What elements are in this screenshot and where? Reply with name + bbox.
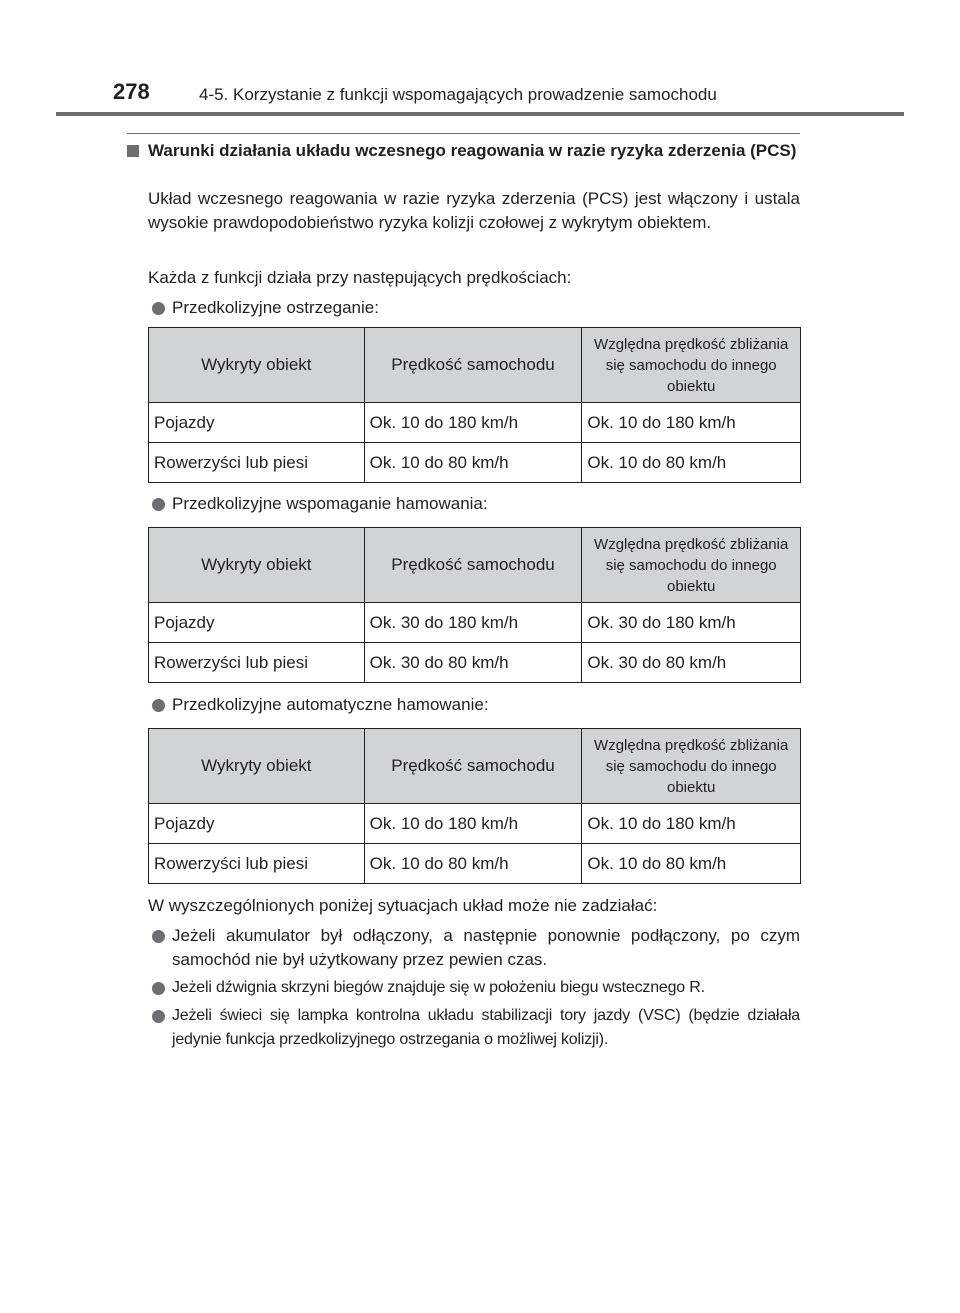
table-cell: Pojazdy [149,804,365,844]
table-cell: Ok. 30 do 180 km/h [582,603,801,643]
table-header-row [149,729,801,804]
exception-item-2 [148,976,800,1000]
table-cell: Ok. 30 do 80 km/h [582,643,801,683]
table-cell: Rowerzyści lub piesi [149,844,365,884]
table-cell: Rowerzyści lub piesi [149,443,365,483]
table-cell: Ok. 10 do 180 km/h [364,804,582,844]
table-cell: Ok. 10 do 80 km/h [364,844,582,884]
exception-text: Jeżeli dźwignia skrzyni biegów znajduje się w położeniu biegu wstecznego R. [172,979,705,996]
caption-text: Przedkolizyjne ostrzeganie: [172,298,379,317]
bullet-icon [152,498,165,511]
table-row [149,603,801,643]
table-row [149,844,801,884]
header-cell: Względna prędkość zbliżania się samochodu do innego obiektu [582,328,801,403]
bullet-icon [152,699,165,712]
speed-table-brake-assist [148,527,801,683]
intro-paragraph: Układ wczesnego reagowania w razie ryzyka zderzenia (PCS) jest włączony i ustala wysokie prawdopodobieństwo ryzyka kolizji czołowej z wykrytym obiektem. [148,189,800,232]
table-header-row [149,528,801,603]
section-title: Warunki działania układu wczesnego reagowania w razie ryzyka zderzenia (PCS) [148,141,797,160]
section-square-icon [127,145,139,157]
table-cell: Ok. 10 do 80 km/h [364,443,582,483]
table-cell: Pojazdy [149,403,365,443]
table-header-row [149,328,801,403]
table-row [149,804,801,844]
table-row [149,643,801,683]
bullet-icon [152,982,165,995]
exception-text: Jeżeli akumulator był odłączony, a następnie ponownie podłączony, po czym samochód nie był użytkowany przez pewien czas. [172,926,800,969]
header-cell: Względna prędkość zbliżania się samochodu do innego obiektu [582,729,801,804]
header-rule [56,112,904,116]
table-cell: Ok. 30 do 180 km/h [364,603,582,643]
table-cell: Ok. 10 do 180 km/h [582,403,801,443]
speeds-intro: Każda z funkcji działa przy następujących prędkościach: [148,268,572,287]
section-rule [127,133,800,134]
table-cell: Rowerzyści lub piesi [149,643,365,683]
exceptions-intro: W wyszczególnionych poniżej sytuacjach układ może nie zadziałać: [148,896,658,915]
header-cell: Prędkość samochodu [364,528,582,603]
speed-table-warning [148,327,801,483]
bullet-icon [152,302,165,315]
caption-text: Przedkolizyjne wspomaganie hamowania: [172,494,488,513]
header-cell: Wykryty obiekt [149,528,365,603]
table-caption-3 [148,693,800,717]
caption-text: Przedkolizyjne automatyczne hamowanie: [172,695,489,714]
table-cell: Ok. 10 do 180 km/h [364,403,582,443]
table-cell: Ok. 10 do 180 km/h [582,804,801,844]
table-cell: Ok. 10 do 80 km/h [582,844,801,884]
exception-item-3 [148,1004,800,1052]
table-cell: Ok. 10 do 80 km/h [582,443,801,483]
table-cell: Ok. 30 do 80 km/h [364,643,582,683]
header-cell: Prędkość samochodu [364,328,582,403]
bullet-icon [152,930,165,943]
page-number: 278 [113,79,150,104]
header-cell: Wykryty obiekt [149,729,365,804]
table-row [149,443,801,483]
bullet-icon [152,1010,165,1023]
header-cell: Względna prędkość zbliżania się samochodu do innego obiektu [582,528,801,603]
header-cell: Wykryty obiekt [149,328,365,403]
speed-table-auto-brake [148,728,801,884]
exception-text: Jeżeli świeci się lampka kontrolna układu stabilizacji tory jazdy (VSC) (będzie działała jedynie funkcja przedkolizyjnego ostrzegania o możliwej kolizji). [172,1007,800,1048]
chapter-title: 4-5. Korzystanie z funkcji wspomagających prowadzenie samochodu [199,85,717,104]
header-cell: Prędkość samochodu [364,729,582,804]
table-caption-2 [148,492,800,516]
exception-item-1 [148,924,800,972]
table-caption-1 [148,296,800,320]
table-cell: Pojazdy [149,603,365,643]
table-row [149,403,801,443]
